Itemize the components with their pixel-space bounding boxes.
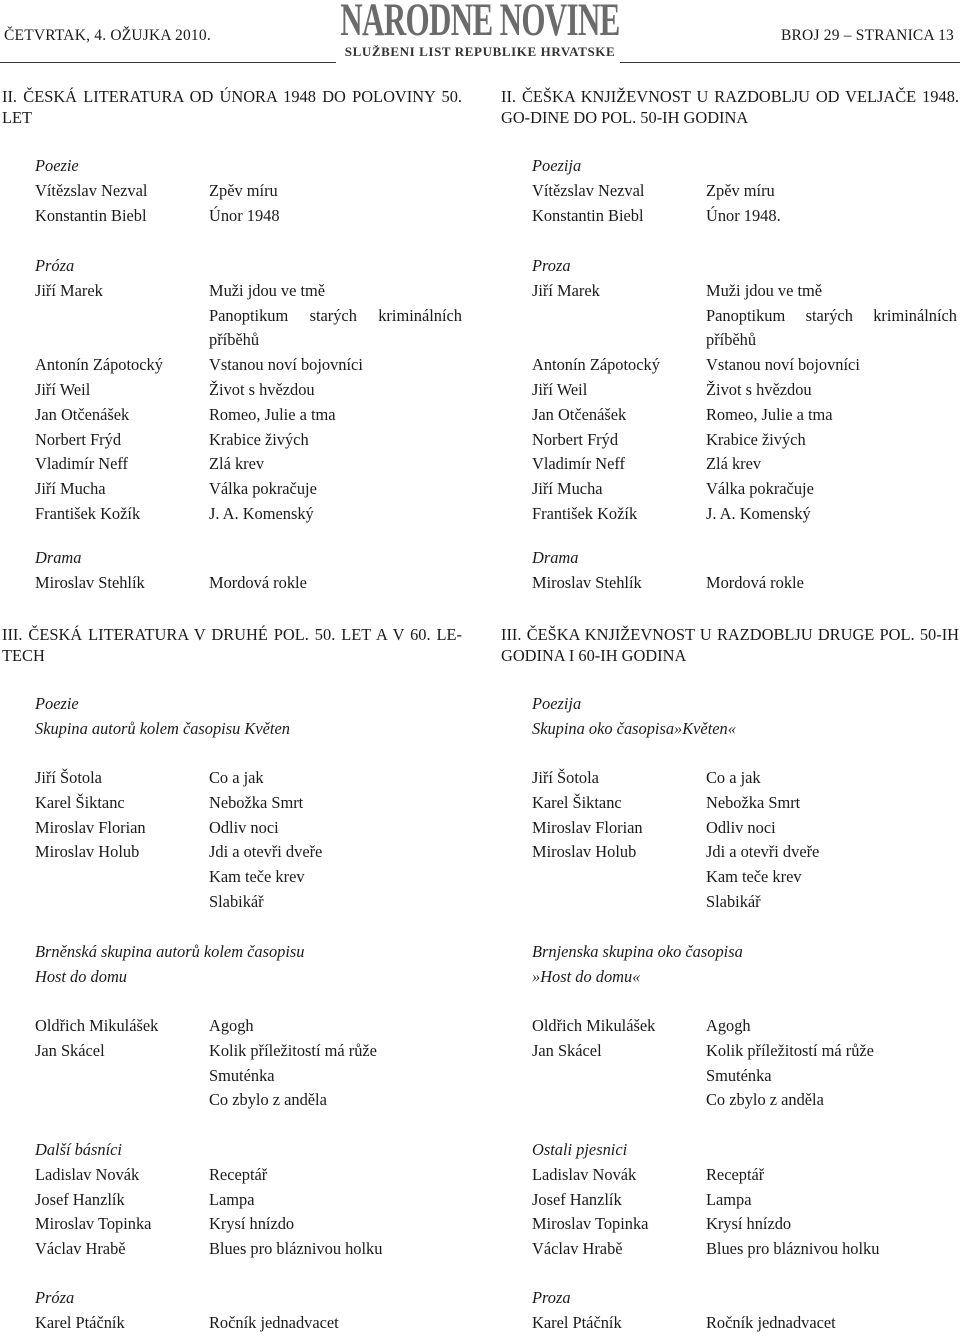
author-work-row: [532, 502, 957, 527]
work-title: Nebožka Smrt: [209, 792, 304, 812]
author-name: Jan Otčenášek: [532, 404, 627, 424]
work-title: Jdi a otevři dveře: [706, 842, 820, 862]
work-title: Romeo, Julie a tma: [706, 404, 833, 424]
author-name: Jiří Marek: [532, 280, 600, 300]
group-kveten-list: [35, 766, 322, 915]
author-work-row: [532, 179, 781, 204]
work-title: Agogh: [706, 1016, 751, 1035]
author-name: Miroslav Stehlík: [532, 572, 642, 592]
work-title: Lampa: [209, 1189, 255, 1209]
author-work-row: [35, 477, 462, 502]
group-brno-title: [35, 940, 305, 990]
author-work-row: [35, 1064, 377, 1089]
work-title: Krabice živých: [209, 429, 309, 449]
author-work-row: [35, 279, 462, 304]
work-title: Krysí hnízdo: [706, 1214, 792, 1234]
author-work-row: [35, 403, 462, 428]
author-work-row: [532, 477, 957, 502]
author-work-row: [35, 1188, 382, 1213]
author-name: Miroslav Florian: [532, 817, 643, 837]
work-title: Krabice živých: [706, 429, 806, 449]
author-list: [35, 179, 280, 229]
author-work-row: [532, 766, 819, 791]
work-title: Co zbylo z anděla: [706, 1090, 824, 1110]
work-title: Blues pro bláznivou holku: [209, 1239, 383, 1259]
work-title: Lampa: [706, 1189, 752, 1209]
header-rule-right: [620, 62, 960, 63]
author-name: František Kožík: [532, 503, 638, 523]
author-work-row: [532, 1014, 874, 1039]
work-title: Únor 1948.: [706, 205, 781, 225]
work-title: Jdi a otevři dveře: [209, 842, 323, 862]
author-name: František Kožík: [35, 503, 141, 523]
section-ii-heading: II. ČESKÁ LITERATURA OD ÚNORA 1948 DO POLOVINY 50. LET: [2, 87, 462, 127]
section-ii-heading: II. ČEŠKA KNJIŽEVNOST U RAZDOBLJU OD VELJAČE 1948. GO-DINE DO POL. 50-IH GODINA: [501, 87, 959, 127]
genre-label: Drama: [532, 548, 579, 567]
other-poets-block: [532, 1138, 879, 1262]
author-work-row: [532, 428, 957, 453]
author-work-row: [35, 452, 462, 477]
group-title-line: »Host do domu«: [532, 966, 641, 986]
author-work-row: [532, 304, 957, 354]
author-name: Miroslav Florian: [35, 817, 146, 837]
author-work-row: [35, 890, 322, 915]
work-title: Kam teče krev: [209, 867, 305, 887]
section-iii-heading: III. ČEŠKA KNJIŽEVNOST U RAZDOBLJU DRUGE POL. 50-IH GODINA I 60-IH GODINA: [501, 625, 959, 665]
author-work-row: [532, 1039, 874, 1064]
author-list: [532, 1163, 879, 1262]
work-title: Zpěv míru: [209, 180, 278, 200]
work-title: Zpěv míru: [706, 180, 775, 200]
author-name: Konstantin Biebl: [35, 205, 147, 225]
newspaper-subtitle: SLUŽBENI LIST REPUBLIKE HRVATSKE: [344, 44, 616, 59]
author-work-row: [532, 571, 804, 596]
drama-block: [35, 546, 307, 596]
author-name: Jan Skácel: [35, 1040, 105, 1060]
author-work-row: [35, 304, 462, 354]
group-title-line: Brněnská skupina autorů kolem časopisu: [35, 942, 305, 961]
work-title: Ročník jednadvacet: [209, 1312, 339, 1332]
author-work-row: [532, 840, 819, 865]
group-title: Ostali pjesnici: [532, 1140, 628, 1159]
header-rule-left: [0, 62, 336, 63]
author-name: Oldřich Mikulášek: [532, 1016, 656, 1035]
author-name: Miroslav Topinka: [532, 1214, 649, 1234]
work-title: Co a jak: [706, 768, 761, 787]
author-work-row: [532, 1237, 879, 1262]
author-work-row: [35, 1014, 377, 1039]
author-list: [35, 279, 462, 527]
genre-label: Proza: [532, 1288, 571, 1307]
work-title: Odliv noci: [209, 817, 279, 837]
work-title: Co zbylo z anděla: [209, 1090, 327, 1110]
genre-label: Próza: [35, 1288, 75, 1307]
work-title: Únor 1948: [209, 205, 280, 225]
work-title: Zlá krev: [209, 454, 265, 474]
author-name: Jiří Weil: [532, 379, 588, 399]
author-work-row: [35, 204, 280, 229]
author-name: Josef Hanzlík: [35, 1189, 125, 1209]
author-name: Oldřich Mikulášek: [35, 1016, 159, 1035]
author-name: Vladimír Neff: [35, 454, 129, 474]
author-list: [532, 279, 957, 527]
work-title: Panoptikum starých kriminálních příběhů: [209, 305, 462, 350]
work-title: Mordová rokle: [209, 572, 307, 592]
author-work-row: [532, 1188, 879, 1213]
newspaper-title: NARODNE NOVINE: [340, 0, 620, 46]
genre-label: Poezie: [35, 156, 79, 175]
author-name: Jiří Mucha: [532, 479, 603, 499]
work-title: Receptář: [209, 1164, 268, 1184]
author-name: Karel Ptáčník: [532, 1312, 622, 1332]
work-title: Kam teče krev: [706, 867, 802, 887]
work-title: Krysí hnízdo: [209, 1214, 295, 1234]
genre-label: Poezie: [35, 694, 79, 713]
genre-label: Próza: [35, 256, 75, 275]
work-title: Muži jdou ve tmě: [209, 280, 326, 300]
group-brno-title: [532, 940, 743, 990]
author-work-row: [532, 816, 819, 841]
work-title: Blues pro bláznivou holku: [706, 1239, 880, 1259]
work-title: Nebožka Smrt: [706, 792, 801, 812]
author-work-row: [35, 1163, 382, 1188]
issue-date: ČETVRTAK, 4. OŽUJKA 2010.: [4, 27, 211, 44]
work-title: Kolik příležitostí má růže: [209, 1040, 377, 1060]
author-name: Karel Ptáčník: [35, 1312, 125, 1332]
work-title: J. A. Komenský: [706, 503, 811, 523]
work-title: Slabikář: [209, 891, 264, 911]
group-title-line: Host do domu: [35, 966, 127, 986]
author-name: Konstantin Biebl: [532, 205, 644, 225]
group-title: Skupina oko časopisa»Květen«: [532, 718, 736, 738]
author-name: Antonín Zápotocký: [532, 355, 660, 375]
other-poets-block: [35, 1138, 382, 1262]
section-iii-heading: III. ČESKÁ LITERATURA V DRUHÉ POL. 50. LET A V 60. LE-TECH: [2, 625, 462, 665]
author-name: Václav Hrabě: [35, 1239, 126, 1259]
author-name: Karel Šiktanc: [35, 792, 125, 812]
author-name: Jiří Mucha: [35, 479, 106, 499]
author-list: [35, 1311, 339, 1336]
author-work-row: [35, 766, 322, 791]
genre-label: Poezija: [532, 156, 582, 175]
author-list: [35, 1163, 382, 1262]
genre-label: Poezija: [532, 694, 582, 713]
prose-block: [532, 254, 957, 527]
author-name: Vítězslav Nezval: [35, 180, 148, 200]
author-work-row: [35, 179, 280, 204]
work-title: Smuténka: [706, 1065, 772, 1085]
author-work-row: [35, 571, 307, 596]
author-name: Ladislav Novák: [35, 1164, 140, 1184]
work-title: Smuténka: [209, 1065, 275, 1085]
work-title: Život s hvězdou: [706, 379, 812, 399]
work-title: Agogh: [209, 1016, 254, 1035]
group-kveten-list: [532, 766, 819, 915]
author-list: [532, 571, 804, 596]
author-name: Jan Skácel: [532, 1040, 602, 1060]
poetry-block: [35, 692, 290, 742]
author-work-row: [532, 353, 957, 378]
author-work-row: [35, 353, 462, 378]
author-name: Josef Hanzlík: [532, 1189, 622, 1209]
author-work-row: [35, 502, 462, 527]
author-name: Václav Hrabě: [532, 1239, 623, 1259]
work-title: Romeo, Julie a tma: [209, 404, 336, 424]
work-title: Receptář: [706, 1164, 765, 1184]
author-name: Miroslav Stehlík: [35, 572, 145, 592]
work-title: Ročník jednadvacet: [706, 1312, 836, 1332]
author-work-row: [35, 1237, 382, 1262]
work-title: Panoptikum starých kriminálních příběhů: [706, 305, 957, 350]
prose-block: [532, 1286, 836, 1336]
author-name: Antonín Zápotocký: [35, 355, 163, 375]
work-title: Život s hvězdou: [209, 379, 315, 399]
poetry-block: [532, 154, 781, 228]
author-name: Ladislav Novák: [532, 1164, 637, 1184]
poetry-block: [35, 154, 280, 228]
work-title: Vstanou noví bojovníci: [209, 355, 363, 375]
group-title: Další básníci: [35, 1140, 122, 1159]
genre-label: Drama: [35, 548, 82, 567]
author-name: Jiří Marek: [35, 280, 103, 300]
author-name: Norbert Frýd: [35, 429, 122, 449]
author-name: Vladimír Neff: [532, 454, 626, 474]
work-title: Mordová rokle: [706, 572, 804, 592]
work-title: Válka pokračuje: [209, 479, 317, 499]
author-work-row: [532, 890, 819, 915]
work-title: J. A. Komenský: [209, 503, 314, 523]
work-title: Válka pokračuje: [706, 479, 814, 499]
author-work-row: [532, 279, 957, 304]
work-title: Zlá krev: [706, 454, 762, 474]
author-work-row: [35, 840, 322, 865]
work-title: Vstanou noví bojovníci: [706, 355, 860, 375]
author-work-row: [532, 452, 957, 477]
drama-block: [532, 546, 804, 596]
author-list: [35, 571, 307, 596]
author-name: Miroslav Holub: [532, 842, 637, 862]
author-work-row: [35, 791, 322, 816]
author-work-row: [532, 403, 957, 428]
author-work-row: [35, 378, 462, 403]
group-brno-list: [532, 1014, 874, 1113]
author-work-row: [35, 1039, 377, 1064]
author-work-row: [532, 1064, 874, 1089]
author-name: Miroslav Topinka: [35, 1214, 152, 1234]
author-work-row: [532, 378, 957, 403]
group-title-line: Brnjenska skupina oko časopisa: [532, 942, 743, 961]
author-list: [532, 1311, 836, 1336]
work-title: Kolik příležitostí má růže: [706, 1040, 874, 1060]
author-work-row: [532, 791, 819, 816]
work-title: Muži jdou ve tmě: [706, 280, 823, 300]
genre-label: Proza: [532, 256, 571, 275]
prose-block: [35, 254, 462, 527]
author-name: Vítězslav Nezval: [532, 180, 645, 200]
group-brno-list: [35, 1014, 377, 1113]
author-name: Jiří Šotola: [35, 768, 102, 787]
poetry-block: [532, 692, 736, 742]
author-work-row: [532, 1212, 879, 1237]
work-title: Co a jak: [209, 768, 264, 787]
author-work-row: [35, 1212, 382, 1237]
prose-block: [35, 1286, 339, 1336]
group-title: Skupina autorů kolem časopisu Květen: [35, 718, 290, 738]
page-header: [0, 0, 960, 70]
author-name: Jiří Weil: [35, 379, 91, 399]
author-work-row: [35, 1311, 339, 1336]
author-name: Karel Šiktanc: [532, 792, 622, 812]
work-title: Slabikář: [706, 891, 761, 911]
author-name: Miroslav Holub: [35, 842, 140, 862]
author-work-row: [35, 428, 462, 453]
author-work-row: [532, 1163, 879, 1188]
work-title: Odliv noci: [706, 817, 776, 837]
author-work-row: [35, 1088, 377, 1113]
author-name: Jan Otčenášek: [35, 404, 130, 424]
author-list: [532, 179, 781, 229]
author-name: Jiří Šotola: [532, 768, 599, 787]
author-name: Norbert Frýd: [532, 429, 619, 449]
author-work-row: [532, 204, 781, 229]
author-work-row: [532, 1311, 836, 1336]
author-work-row: [532, 865, 819, 890]
author-work-row: [532, 1088, 874, 1113]
author-work-row: [35, 865, 322, 890]
author-work-row: [35, 816, 322, 841]
issue-page-number: BROJ 29 – STRANICA 13: [780, 27, 954, 44]
